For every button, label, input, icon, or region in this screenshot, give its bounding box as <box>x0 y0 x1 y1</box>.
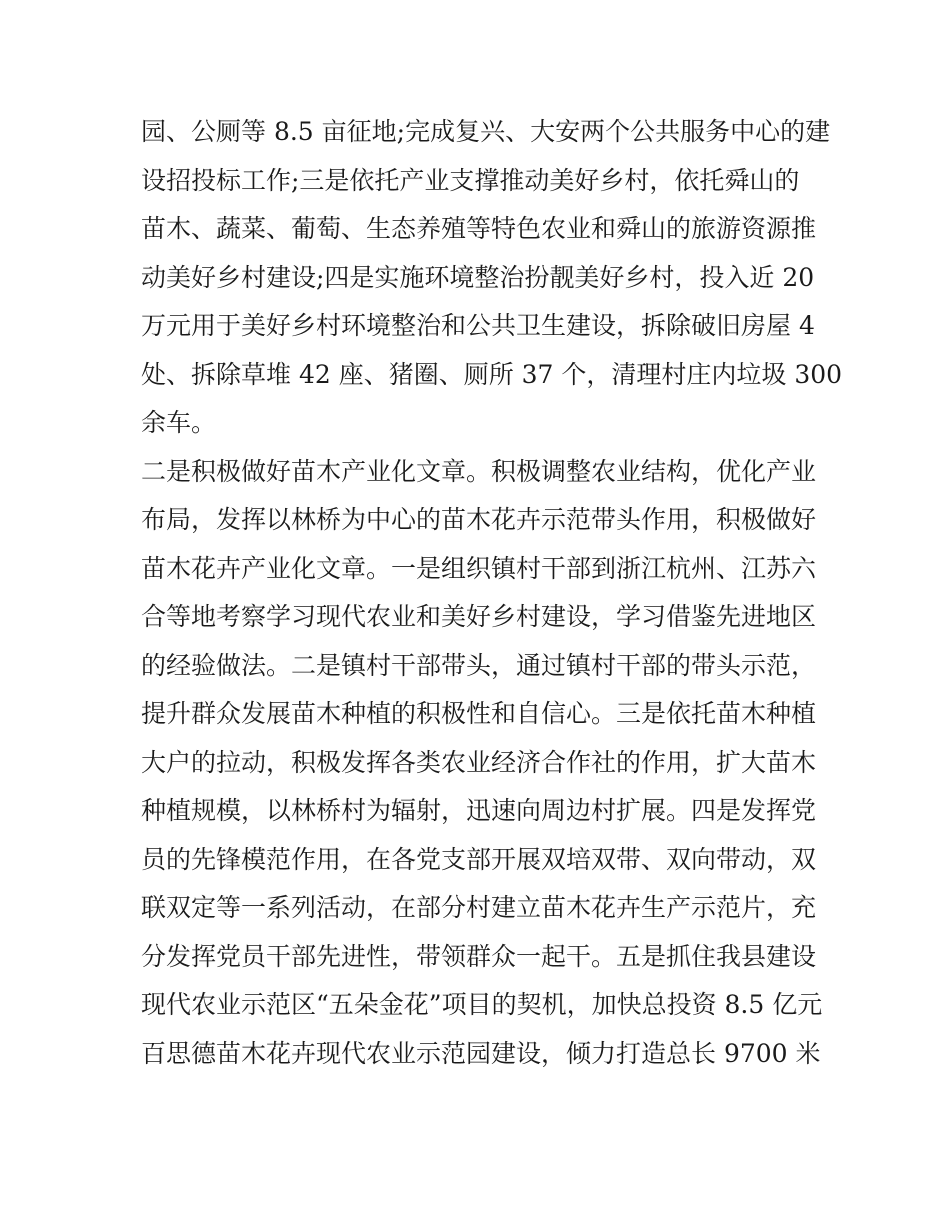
text-line: 园、公厕等 8.5 亩征地;完成复兴、大安两个公共服务中心的建 <box>141 117 831 146</box>
text-line: 苗木、蔬菜、葡萄、生态养殖等特色农业和舜山的旅游资源推 <box>141 214 817 243</box>
text-line: 苗木花卉产业化文章。一是组织镇村干部到浙江杭州、江苏六 <box>141 553 817 583</box>
text-line: 百思德苗木花卉现代农业示范园建设，倾力打造总长 9700 米 <box>141 1038 821 1068</box>
paragraph-start-line: 二是积极做好苗木产业化文章。积极调整农业结构，优化产业 <box>141 456 817 486</box>
text-line: 余车。 <box>141 408 217 437</box>
text-line: 万元用于美好乡村环境整治和公共卫生建设，拆除破旧房屋 4 <box>141 311 815 340</box>
text-line: 员的先锋模范作用，在各党支部开展双培双带、双向带动，双 <box>141 844 817 874</box>
text-line: 提升群众发展苗木种植的积极性和自信心。三是依托苗木种植 <box>141 699 817 728</box>
text-line: 设招投标工作;三是依托产业支撑推动美好乡村，依托舜山的 <box>141 165 800 195</box>
text-line: 处、拆除草堆 42 座、猪圈、厕所 37 个，清理村庄内垃圾 300 <box>141 359 843 389</box>
text-line: 联双定等一系列活动，在部分村建立苗木花卉生产示范片，充 <box>141 893 817 922</box>
text-line: 合等地考察学习现代农业和美好乡村建设，学习借鉴先进地区 <box>141 602 817 631</box>
body-text <box>141 108 843 1078</box>
text-line: 分发挥党员干部先进性，带领群众一起干。五是抓住我县建设 <box>141 941 817 971</box>
text-line: 动美好乡村建设;四是实施环境整治扮靓美好乡村，投入近 20 <box>141 262 815 292</box>
text-line: 现代农业示范区“五朵金花”项目的契机，加快总投资 8.5 亿元 <box>141 990 823 1019</box>
text-line: 的经验做法。二是镇村干部带头，通过镇村干部的带头示范， <box>141 650 817 680</box>
text-line: 布局，发挥以林桥为中心的苗木花卉示范带头作用，积极做好 <box>141 505 817 534</box>
text-line: 大户的拉动，积极发挥各类农业经济合作社的作用，扩大苗木 <box>141 747 817 777</box>
text-line: 种植规模，以林桥村为辐射，迅速向周边村扩展。四是发挥党 <box>141 796 817 825</box>
